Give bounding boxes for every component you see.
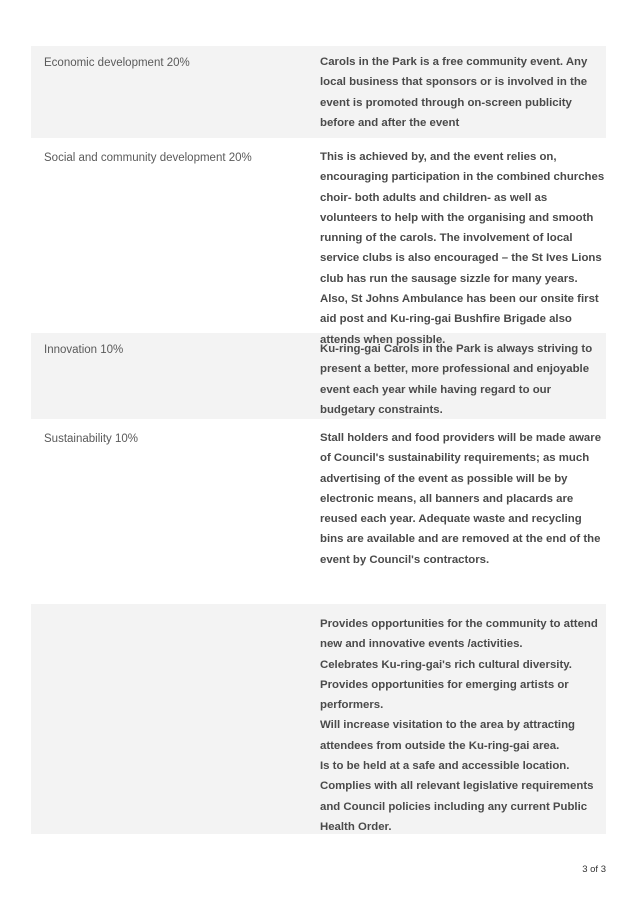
benefits-list — [320, 604, 606, 834]
assessment-criteria-table — [31, 46, 606, 837]
criteria-row-economic — [31, 46, 606, 141]
criteria-label: Sustainability 10% — [44, 433, 138, 445]
criteria-response: This is achieved by, and the event relies on, encouraging participation in the combined churches choir- both adults and children- as well as volunteers to help with the organising and smooth running of the carols. The involvement of local service clubs is also encouraged – the St Ives Lions club has run the sausage sizzle for many years. Also, St Johns Ambulance has been our onsite first aid post and Ku-ring-gai Bushfire Brigade also attends when possible. — [320, 151, 605, 346]
criteria-response: Carols in the Park is a free community event. Any local business that sponsors or is involved in the event is promoted through on-screen publicity before and after the event — [320, 56, 588, 129]
benefit-line: Will increase visitation to the area by attracting attendees from outside the Ku-ring-gai area. — [320, 719, 575, 752]
benefits-row — [31, 604, 606, 837]
benefit-line: Celebrates Ku-ring-gai's rich cultural diversity. — [320, 658, 572, 671]
criteria-response: Stall holders and food providers will be made aware of Council's sustainability requirements; as much advertising of the event as possible will be by electronic means, all banners and placards are reused each year. Adequate waste and recycling bins are available and are removed at the end of the event by Council's contractors. — [320, 432, 602, 566]
criteria-row-innovation — [31, 333, 606, 422]
criteria-label: Innovation 10% — [44, 344, 124, 356]
criteria-row-social — [31, 141, 606, 346]
criteria-label: Economic development 20% — [44, 57, 190, 69]
benefit-line: Complies with all relevant legislative requirements and Council policies including any current Public Health Order. — [320, 780, 594, 833]
benefit-line: Is to be held at a safe and accessible location. — [320, 760, 570, 773]
benefit-line: Provides opportunities for emerging artists or performers. — [320, 678, 569, 712]
criteria-response: Ku-ring-gai Carols in the Park is always striving to present a better, more professional and enjoyable event each year while having regard to our budgetary constraints. — [320, 343, 593, 416]
criteria-row-sustainability — [31, 422, 606, 591]
row-gap — [31, 591, 606, 604]
benefits-label — [31, 604, 320, 834]
benefit-line: Provides opportunities for the community to attend new and innovative events /activities. — [320, 618, 598, 651]
page-number: 3 of 3 — [582, 864, 606, 875]
criteria-label: Social and community development 20% — [44, 152, 252, 164]
